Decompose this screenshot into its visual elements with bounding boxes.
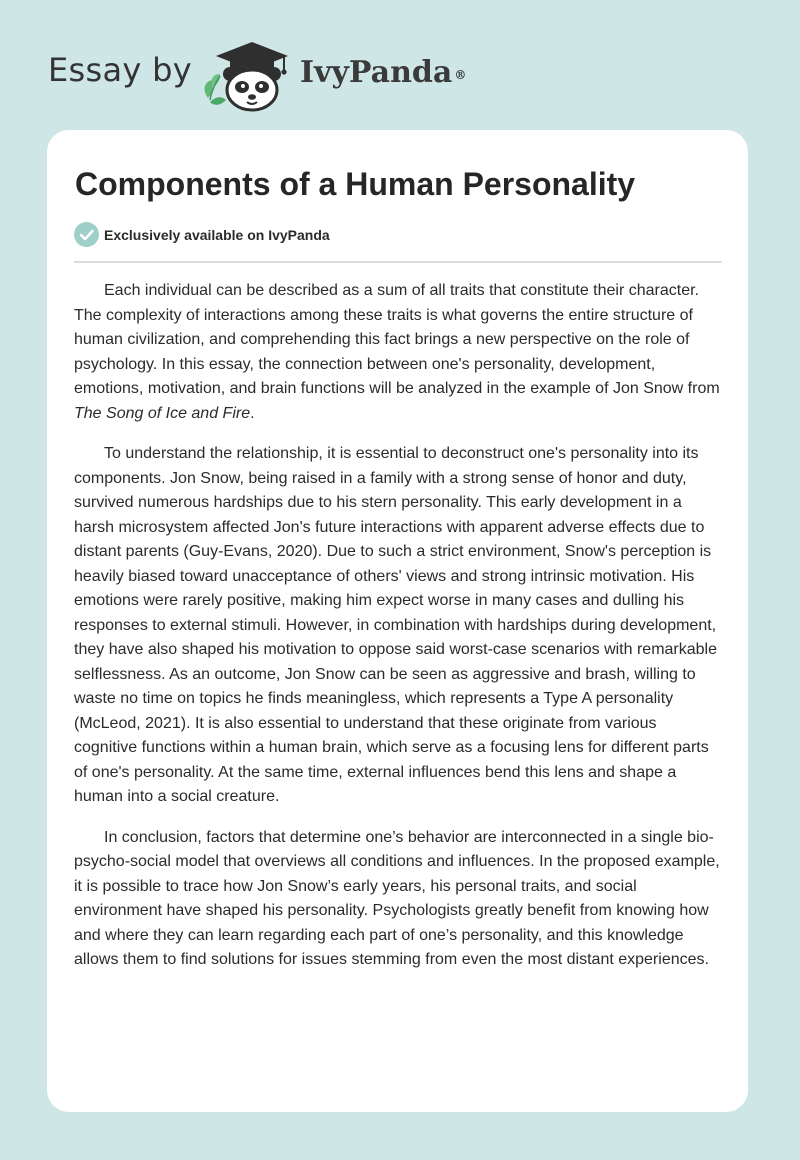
paragraph-end: .: [250, 404, 255, 422]
page-title: Components of a Human Personality: [75, 166, 636, 202]
site-header: [0, 0, 800, 130]
paragraph-text: Each individual can be described as a sum of all traits that constitute their character. The complexity of interactions among these traits is what governs the entire structure of human civilization, and comprehending this fact brings a new perspective on the role of psychology. In this essay, the connection between one's personality, development, emotions, motivation, and brain functions will be analyzed in the example of Jon Snow from: [74, 282, 720, 397]
registered-mark: ®: [454, 68, 467, 82]
exclusive-badge-label: Exclusively available on IvyPanda: [104, 226, 330, 243]
divider: [74, 261, 722, 263]
check-circle-icon: [74, 222, 99, 247]
paragraph: In conclusion, factors that determine one’s behavior are interconnected in a single bio-psycho-social model that overviews all conditions and influences. In the proposed example, it is possible to trace how Jon Snow’s early years, his personal traits, and social environment have shaped his personality. Psychologists greatly benefit from knowing how and where they can learn regarding each part of one’s personality, and this knowledge allows them to find solutions for issues stemming from even the most distant experiences.: [74, 828, 720, 968]
ivypanda-wordmark[interactable]: [300, 53, 466, 93]
essay-card: [47, 130, 748, 1112]
paragraph: To understand the relationship, it is essential to deconstruct one's personality into its components. Jon Snow, being raised in a family with a strong sense of honor and duty, survived numerous hardships due to his stern personality. This early development in a harsh microsystem affected Jon's future interactions with apparent adverse effects due to distant parents (Guy-Evans, 2020). Due to such a strict environment, Snow's perception is heavily biased toward unacceptance of others' views and strong intrinsic motivation. His emotions were rarely positive, making him expect worse in many cases and dulling his responses to external stimuli. However, in combination with hardships during development, they have also shaped his motivation to oppose said worst-case scenarios with remarkable selflessness. As an outcome, Jon Snow can be seen as aggressive and brash, willing to waste no time on topics he finds meaningless, which represents a Type A personality (McLeod, 2021). It is also essential to understand that these originate from various cognitive functions within a human brain, which serve as a focusing lens for different parts of one's personality. At the same time, external influences bend this lens and shape a human into a social creature.: [74, 445, 717, 805]
book-title: The Song of Ice and Fire: [74, 404, 251, 422]
exclusive-badge: [74, 222, 330, 247]
brand-name: IvyPanda: [300, 55, 453, 90]
paragraph: [74, 279, 724, 426]
essay-by-label: Essay by: [48, 51, 192, 89]
ivypanda-logo-icon[interactable]: [198, 36, 294, 112]
essay-body: [74, 279, 724, 989]
